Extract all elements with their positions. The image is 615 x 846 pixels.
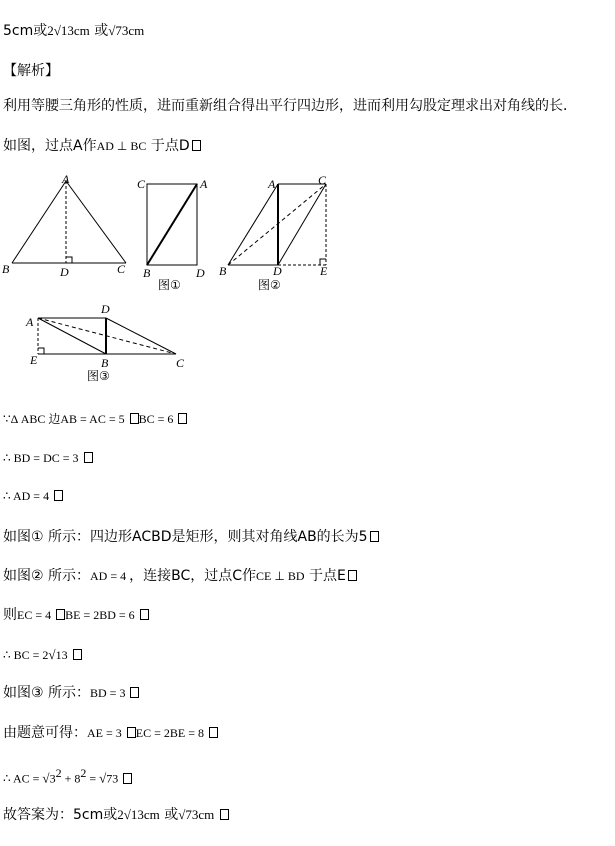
math-expr: AD ⊥ BC — [96, 139, 147, 153]
math-expr: ∴ AC = — [3, 771, 43, 786]
math-expr: BE = 2BD = 6 — [65, 608, 138, 622]
step-text: ，连接BC，过点C作 — [129, 568, 257, 584]
sqrt-symbol: √ — [178, 807, 186, 822]
math-expr: BD = 3 — [90, 686, 129, 700]
fig3-right-angle — [38, 348, 44, 354]
section-title: 【解析】 — [3, 63, 59, 79]
label-a: A — [200, 177, 208, 191]
missing-glyph-box — [370, 531, 379, 542]
radicand: 73cm — [185, 807, 218, 822]
fig3-ab — [38, 318, 106, 354]
label-d: D — [196, 266, 205, 280]
missing-glyph-box — [348, 570, 357, 581]
radicand: 73 — [106, 771, 122, 786]
label-d: D — [101, 302, 110, 316]
radicand: 13cm — [130, 807, 160, 822]
radicand: 3 — [49, 771, 56, 786]
label-c: C — [137, 177, 146, 191]
math-expr: EC = 4 — [17, 608, 55, 622]
label-d: D — [60, 265, 69, 279]
step-5 — [3, 567, 357, 585]
step-text: 由题意可得： — [3, 725, 87, 741]
step-text: 故答案为：5cm或 — [3, 807, 118, 823]
label-d: D — [273, 264, 282, 278]
sqrt-symbol: √ — [53, 23, 61, 38]
step-6 — [3, 606, 149, 624]
label-e: E — [30, 353, 38, 367]
exponent: 2 — [55, 766, 62, 780]
math-expr: BC = 6 — [138, 412, 177, 426]
missing-glyph-box — [220, 809, 229, 820]
missing-glyph-box — [178, 413, 187, 424]
label-c: C — [117, 262, 126, 276]
answer-line — [3, 22, 144, 40]
math-expr: ∴ AD = 4 — [3, 489, 53, 503]
missing-glyph-box — [73, 649, 82, 660]
step-11 — [3, 806, 229, 824]
step-8 — [3, 684, 139, 702]
or-text: 或 — [159, 807, 179, 823]
missing-glyph-box — [130, 413, 139, 424]
math-expr: AD = 4 — [90, 569, 130, 583]
missing-glyph-box — [130, 687, 139, 698]
caption-fig1: 图① — [158, 278, 181, 292]
radicand: 13 — [55, 648, 71, 662]
fig3-dc — [106, 318, 176, 354]
step-text: 如图① 所示：四边形ACBD是矩形，则其对角线AB的长为5 — [3, 529, 368, 545]
missing-glyph-box — [123, 773, 132, 784]
fig0-side-ac — [66, 181, 126, 263]
sqrt-symbol: √ — [108, 23, 116, 38]
caption-fig2: 图② — [258, 278, 281, 292]
step-3 — [3, 487, 63, 505]
math-expr: ∴ BC = 2 — [3, 648, 49, 662]
radicand: 13cm — [60, 23, 90, 38]
fig0-side-ab — [12, 181, 66, 263]
step-4 — [3, 528, 379, 546]
label-e: E — [320, 264, 328, 278]
missing-glyph-box — [84, 452, 93, 463]
step-text: 如图② 所示： — [3, 568, 91, 584]
missing-glyph-box — [140, 609, 149, 620]
intro-text: 如图，过点A作 — [3, 138, 97, 154]
label-c: C — [176, 356, 185, 370]
label-a: A — [26, 315, 34, 329]
coef: 2 — [117, 807, 124, 822]
math-expr: ∴ BD = DC = 3 — [3, 451, 82, 465]
label-b: B — [219, 264, 227, 278]
math-expr: + 8 — [61, 771, 81, 786]
math-expr: = — [86, 771, 100, 786]
step-7 — [3, 646, 82, 664]
step-text: 则 — [3, 607, 17, 623]
coef: 2 — [47, 23, 54, 38]
math-expr: ∵Δ ABC 边 — [3, 412, 61, 426]
sqrt-symbol: √ — [99, 770, 107, 786]
missing-glyph-box — [209, 727, 218, 738]
math-expr: AE = 3 — [87, 726, 125, 740]
or-text: 或 — [89, 23, 109, 39]
fig1-diagonal — [147, 184, 197, 265]
answer-text: 5cm或 — [3, 23, 48, 39]
missing-glyph-box — [56, 609, 65, 620]
geometry-figures — [0, 170, 615, 400]
step-2 — [3, 449, 93, 467]
missing-glyph-box — [54, 490, 63, 501]
label-c: C — [318, 173, 327, 187]
exponent: 2 — [80, 766, 87, 780]
fig2-dc — [278, 184, 326, 265]
analysis-text: 利用等腰三角形的性质，进而重新组合得出平行四边形，进而利用勾股定理求出对角线的长． — [3, 98, 577, 114]
fig0-right-angle — [66, 257, 72, 263]
radicand: 73cm — [115, 23, 145, 38]
math-expr: EC = 2BE = 8 — [135, 726, 207, 740]
label-b: B — [101, 356, 109, 370]
step-text: 于点E — [304, 568, 346, 584]
label-a: A — [268, 177, 276, 191]
label-b: B — [2, 262, 10, 276]
step-text: 如图③ 所示： — [3, 685, 91, 701]
sqrt-symbol: √ — [42, 770, 50, 786]
missing-glyph-box — [127, 727, 136, 738]
math-expr: CE ⊥ BD — [256, 569, 305, 583]
step-10 — [3, 764, 132, 788]
missing-glyph-box — [192, 140, 201, 151]
caption-fig3: 图③ — [87, 369, 110, 383]
sqrt-symbol: √ — [123, 807, 131, 822]
sqrt-symbol: √ — [48, 647, 56, 662]
intro-line — [3, 137, 201, 155]
intro-text-end: 于点D — [146, 138, 190, 154]
label-b: B — [143, 266, 151, 280]
fig2-side-ba — [228, 184, 278, 265]
math-expr: AB = AC = 5 — [60, 412, 128, 426]
label-a: A — [62, 172, 70, 186]
step-9 — [3, 724, 218, 742]
step-1 — [3, 410, 187, 428]
